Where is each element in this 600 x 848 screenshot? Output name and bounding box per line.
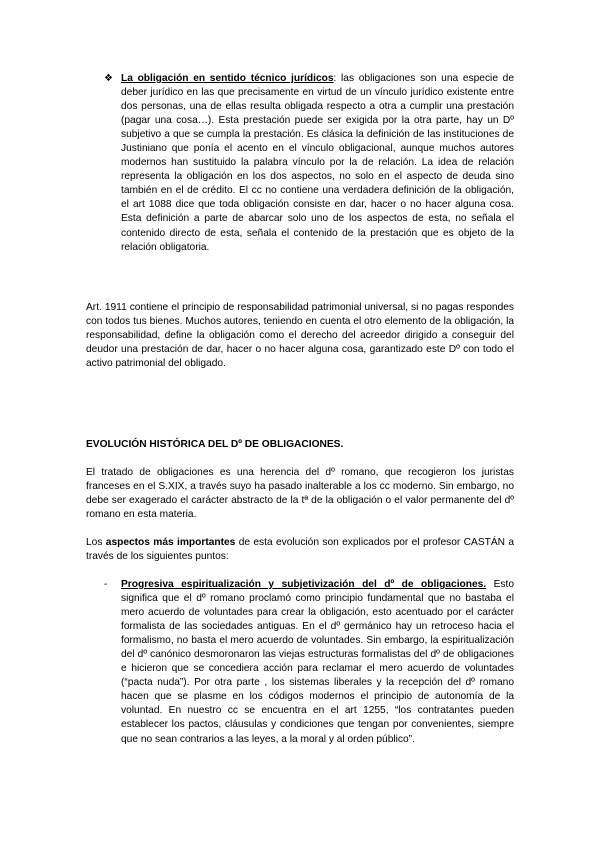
bullet-heading: La obligación en sentido técnico jurídicos <box>121 73 334 84</box>
aspects-after: de esta evolución son explicados por el profesor CASTÁN a través de los siguientes puntos: <box>86 537 514 563</box>
aspects-before: Los <box>86 537 106 548</box>
art-1911-paragraph: Art. 1911 contiene el principio de responsabilidad patrimonial universal, si no pagas respondes con todos tus bienes. Muchos autores, teniendo en cuenta el otro elemento de la obligación, la responsabilidad, define la obligación como el derecho del acreedor dirigido a conseguir del deudor una prestación de dar, hacer o no hacer alguna cosa, garantizado este Dº con todo el activo patrimonial del obligado. <box>86 302 514 370</box>
aspects-paragraph <box>86 536 514 564</box>
dash-bullet: - <box>104 579 108 590</box>
bullet-paragraph <box>121 72 514 255</box>
dash-item-paragraph <box>121 578 514 747</box>
section-title: EVOLUCIÓN HISTÓRICA DEL Dº DE OBLIGACIONES. <box>86 439 344 450</box>
dash-item-text: Esto significa que el dº romano proclamó como principio fundamental que no bastaba el mero acuerdo de voluntades para crear la obligación, esto acentuado por el carácter formalista de las sociedades antiguas. En el dº germánico hay un retroceso hacia el formalismo, no basta el mero acuerdo de voluntades. Sin embargo, la espiritualización del dº canónico desmoronaron las viejas estructuras formalistas del dº de obligaciones e hicieron que se concediera acción para reclamar el mero acuerdo de voluntades (“pacta nuda”). Por otra parte , los sistemas liberales y la recepción del dº romano hacen que se plasme en los códigos modernos el principio de autonomía de la voluntad. En nuestro cc se encuentra en el art 1255, “los contratantes pueden establecer los pactos, cláusulas y condiciones que tengan por convenientes, siempre que no sean contrarios a las leyes, a la moral y al orden público”. <box>121 579 514 745</box>
diamond-bullet-icon: ❖ <box>104 73 113 84</box>
aspects-bold: aspectos más importantes <box>105 537 236 548</box>
bullet-text: : las obligaciones son una especie de deber jurídico en las que precisamente en virtud de un vínculo jurídico existente entre dos personas, una de ellas resulta obligada respecto a otra a cumplir una prestación (pagar una cosa…). Esta prestación puede ser exigida por la otra parte, hay un Dº subjetivo a que se cumpla la prestación. Es clásica la definición de las instituciones de Justiniano que ponía el acento en el vínculo obligacional, aunque muchos autores modernos han sustituido la palabra vínculo por la de relación. La idea de relación representa la obligación en los dos aspectos, no solo en el aspecto de deuda sino también en el de crédito. El cc no contiene una verdadera definición de la obligación, el art 1088 dice que toda obligación consiste en dar, hacer o no hacer alguna cosa. Esta definición a parte de abarcar solo uno de los aspectos de esta, no señala el contenido directo de esta, señala el contenido de la prestación que es objeto de la relación obligatoria. <box>121 73 515 253</box>
intro-paragraph: El tratado de obligaciones es una herencia del dº romano, que recogieron los juristas franceses en el S.XIX, a través suyo ha pasado inalterable a los cc moderno. Sin embargo, no debe ser exagerado el carácter abstracto de la tª de la obligación o el valor permanente del dº romano en esta materia. <box>86 467 514 521</box>
dash-item-heading: Progresiva espiritualización y subjetivización del dº de obligaciones. <box>121 579 487 590</box>
